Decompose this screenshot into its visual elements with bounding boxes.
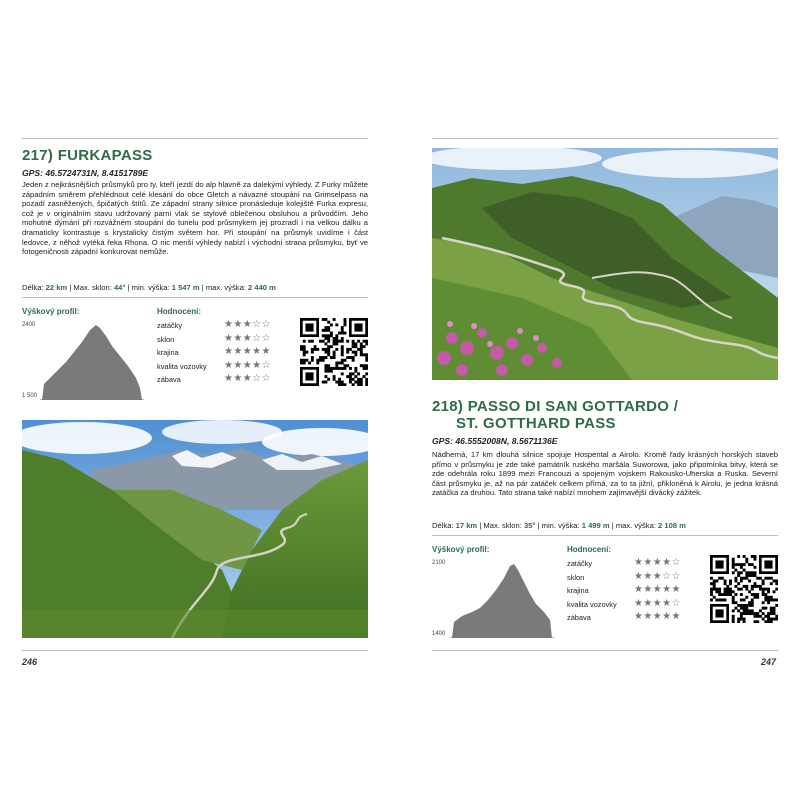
rating-name: sklon bbox=[567, 572, 585, 582]
profile-bottom-value: 1400 bbox=[432, 631, 446, 637]
right-page bbox=[400, 0, 800, 800]
stats-line: Délka: 22 km | Max. sklon: 44° | min. výška: 1 547 m | max. výška: 2 440 m bbox=[22, 283, 276, 292]
profile-top-value: 2100 bbox=[432, 560, 446, 566]
gps-coordinates: GPS: 46.5724731N, 8.4151789E bbox=[22, 168, 149, 178]
rating-stars-icon: ★★★★☆ bbox=[634, 597, 681, 609]
rating-name: kvalita vozovky bbox=[567, 599, 617, 609]
elevation-profile bbox=[40, 322, 144, 400]
description-text: Nádherná, 17 km dlouhá silnice spojuje Hospental a Airolo. Kromě řady krásných horských staveb přímo v průsmyku je zde také památník ruského maršála Suworowa, jako připomínka bitvy, která se zde odehrála roku 1899 mezi Francouzi a spojeným vojskem Rakousko-Uherska a Ruska. Severní část průsmyku je, až na pár zatáček celkem přímá, za to ta jižní, přikloněná k Airolu, je jedna krásná zatáčka za druhou. Tato strana také nabízí mnohem zajímavější divácký zážitek. bbox=[432, 450, 778, 498]
rating-name: sklon bbox=[157, 334, 175, 344]
elevation-profile-shape bbox=[452, 564, 552, 638]
profile-label: Výškový profil: bbox=[432, 545, 490, 554]
rating-stars-icon: ★★★★★ bbox=[634, 611, 681, 622]
rating-stars-icon: ★★★☆☆ bbox=[634, 570, 681, 582]
profile-bottom-value: 1 500 bbox=[22, 393, 38, 399]
rating-stars-icon: ★★★★★ bbox=[634, 584, 681, 595]
qr-code bbox=[710, 555, 778, 623]
rating-stars-icon: ★★★☆☆ bbox=[224, 332, 271, 344]
pass-title-line-2: ST. GOTTHARD PASS bbox=[456, 415, 616, 432]
rating-name: kvalita vozovky bbox=[157, 361, 207, 371]
rating-name: zábava bbox=[567, 613, 591, 622]
gps-coordinates: GPS: 46.5552008N, 8.5671136E bbox=[432, 436, 558, 446]
max-height-value: 2 108 m bbox=[658, 521, 686, 530]
pass-title-line-1: 218) PASSO DI SAN GOTTARDO / bbox=[432, 398, 679, 415]
top-rule bbox=[22, 138, 368, 139]
stats-rule bbox=[22, 297, 368, 298]
rating-stars-icon: ★★★★☆ bbox=[634, 557, 681, 568]
rating-name: zatáčky bbox=[567, 559, 593, 568]
max-height-label: max. výška: bbox=[615, 521, 656, 530]
max-height-value: 2 440 m bbox=[248, 283, 276, 292]
slope-value: 44° bbox=[113, 283, 126, 292]
length-label: Délka: bbox=[432, 521, 454, 530]
page-number: 247 bbox=[761, 657, 777, 667]
min-height-label: min. výška: bbox=[131, 283, 170, 292]
min-height-label: min. výška: bbox=[541, 521, 580, 530]
top-rule bbox=[432, 138, 778, 139]
length-value: 17 km bbox=[455, 521, 478, 530]
rating-stars-icon: ★★★★★ bbox=[224, 346, 271, 357]
profile-top-value: 2400 bbox=[22, 322, 36, 328]
rating-label: Hodnocení: bbox=[567, 545, 611, 554]
length-value: 22 km bbox=[45, 283, 68, 292]
qr-code bbox=[300, 318, 368, 386]
bottom-rule bbox=[432, 650, 778, 651]
max-height-label: max. výška: bbox=[205, 283, 246, 292]
slope-value: 35° bbox=[523, 521, 536, 530]
stats-line: Délka: 17 km | Max. sklon: 35° | min. výška: 1 499 m | max. výška: 2 108 m bbox=[432, 521, 686, 530]
rating-name: zábava bbox=[157, 375, 181, 384]
rating-stars-icon: ★★★☆☆ bbox=[224, 319, 271, 330]
profile-label: Výškový profil: bbox=[22, 307, 80, 316]
furkapass-photo bbox=[22, 420, 368, 638]
elevation-profile-shape bbox=[42, 325, 142, 400]
length-label: Délka: bbox=[22, 283, 44, 292]
rating-label: Hodnocení: bbox=[157, 307, 201, 316]
rating-stars-icon: ★★★★☆ bbox=[224, 359, 271, 371]
rating-name: krajina bbox=[567, 586, 589, 595]
page-number: 246 bbox=[22, 657, 38, 667]
slope-label: Max. sklon: bbox=[483, 521, 522, 530]
slope-label: Max. sklon: bbox=[73, 283, 112, 292]
min-height-value: 1 547 m bbox=[171, 283, 200, 292]
min-height-value: 1 499 m bbox=[581, 521, 610, 530]
bottom-rule bbox=[22, 650, 368, 651]
rating-name: zatáčky bbox=[157, 321, 183, 330]
pass-title: 217) FURKAPASS bbox=[22, 147, 153, 164]
elevation-profile bbox=[450, 560, 554, 638]
description-text: Jeden z nejkrásnějších průsmyků pro ty, kteří jezdí do alp hlavně za dalekými výhledy. Z Furky můžete západním směrem přehlédnout celé klesání do obce Gletch a návazné stoupání na Grimselpass na pozadí zasněžených, špičatých štítů. Ze západní strany silnice pronásleduje kolejiště Furka expresu, což je v originálním stavu udržovaný parní vlak se stylově oblečenou obsluhou a průvodčím. Jeho mohutné dýmání při rozvážném stoupání do tunelu pod průsmykem jej prozradí i na velkou dálku a dramaticky kontrastuje s krystalicky čistým světem hor. Při stoupání na průsmyk uvidíme i část ledovce, z něhož vytéká řeka Rhona. O nic menší výhledy nabízí i východní strana průsmyku, byť ve fotogeničnosti západní konkurovat nemůže. bbox=[22, 180, 368, 257]
rating-name: krajina bbox=[157, 348, 179, 357]
rating-stars-icon: ★★★☆☆ bbox=[224, 373, 271, 384]
gotthard-photo bbox=[432, 148, 778, 380]
stats-rule bbox=[432, 535, 778, 536]
